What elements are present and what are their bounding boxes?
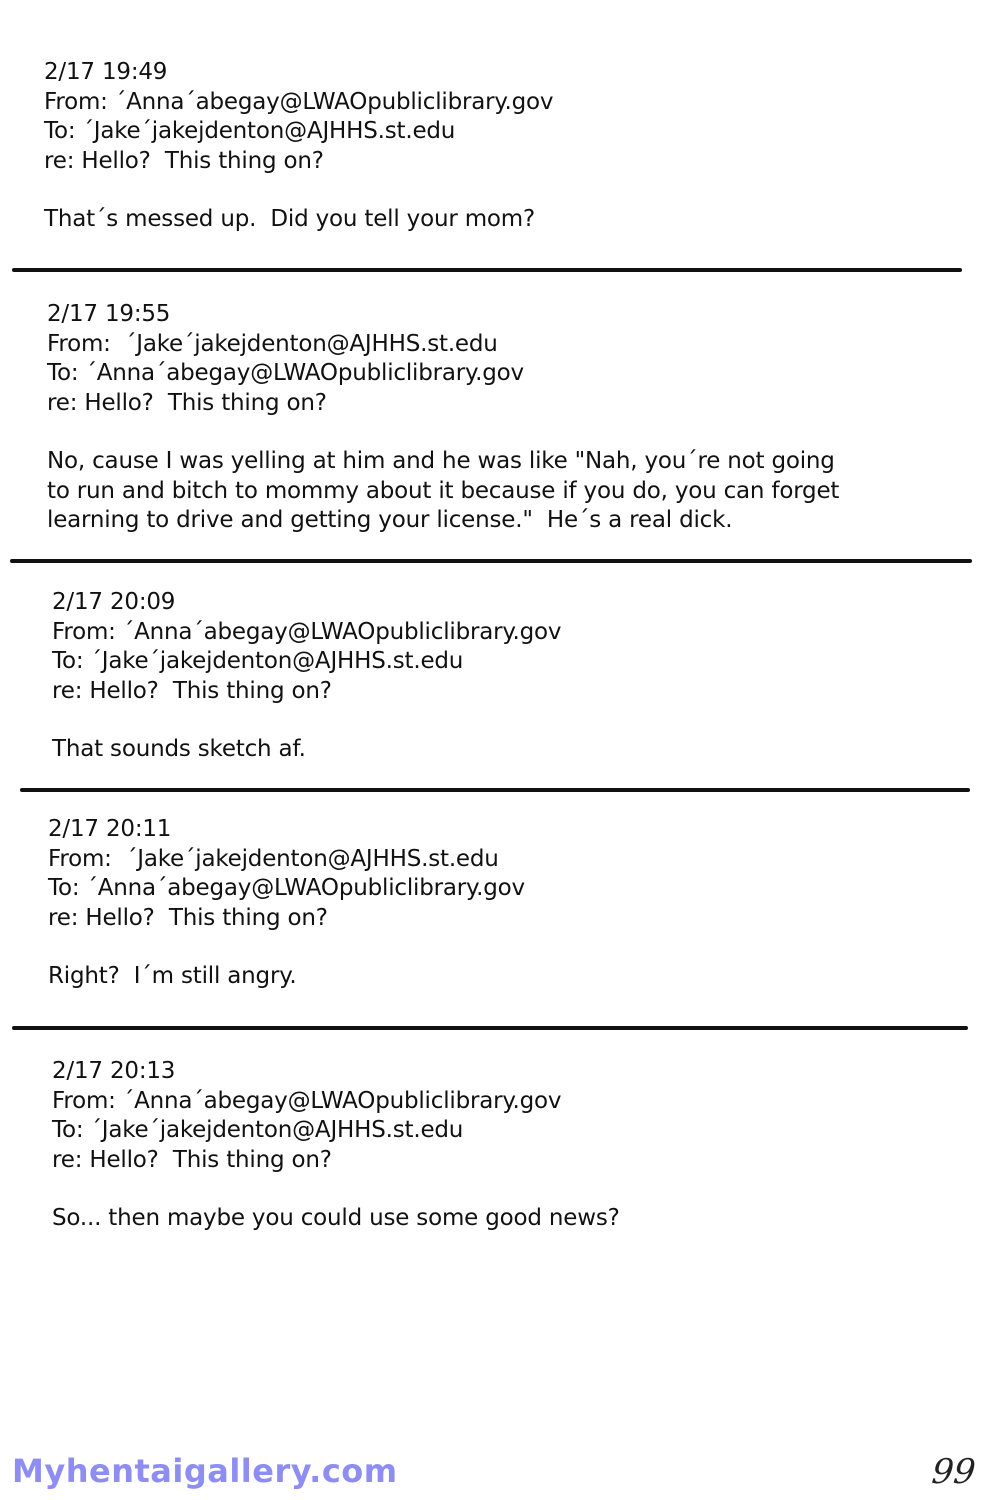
email-from: From: ´Anna´abegay@LWAOpubliclibrary.gov <box>44 88 554 115</box>
email-to: To: ´Jake´jakejdenton@AJHHS.st.edu <box>52 648 464 674</box>
email-to: To: ´Jake´jakejdenton@AJHHS.st.edu <box>44 118 456 144</box>
email-timestamp: 2/17 20:11 <box>48 816 172 842</box>
message-divider <box>20 788 970 792</box>
page-number: 99 <box>929 1452 978 1492</box>
email-to: To: ´Anna´abegay@LWAOpubliclibrary.gov <box>48 875 525 901</box>
email-subject: re: Hello? This thing on? <box>48 904 328 931</box>
email-message <box>52 1057 620 1234</box>
email-timestamp: 2/17 20:13 <box>52 1058 176 1084</box>
email-body-line: So... then maybe you could use some good news? <box>52 1205 620 1231</box>
email-body <box>44 205 553 235</box>
message-divider <box>12 268 962 272</box>
email-body-line: That´s messed up. Did you tell your mom? <box>44 206 535 232</box>
email-body <box>48 962 525 992</box>
email-message <box>48 815 525 992</box>
email-body <box>52 735 561 765</box>
site-watermark: Myhentaigallery.com <box>12 1452 398 1490</box>
email-from: From: ´Anna´abegay@LWAOpubliclibrary.gov <box>52 618 562 645</box>
message-divider <box>12 1026 968 1030</box>
email-timestamp: 2/17 20:09 <box>52 589 176 615</box>
email-message <box>52 588 561 765</box>
email-body-line: Right? I´m still angry. <box>48 963 297 989</box>
email-subject: re: Hello? This thing on? <box>52 677 332 704</box>
email-body <box>52 1204 620 1234</box>
email-body-line: to run and bitch to mommy about it because if you do, you can forget <box>47 477 840 504</box>
message-divider <box>10 559 972 563</box>
email-body-line: That sounds sketch af. <box>52 736 306 762</box>
email-from: From: ´Jake´jakejdenton@AJHHS.st.edu <box>48 845 499 872</box>
email-body-line: learning to drive and getting your license." He´s a real dick. <box>47 507 733 533</box>
email-body-line: No, cause I was yelling at him and he was like "Nah, you´re not going <box>47 448 835 474</box>
email-timestamp: 2/17 19:49 <box>44 59 168 85</box>
email-from: From: ´Jake´jakejdenton@AJHHS.st.edu <box>47 330 498 357</box>
email-subject: re: Hello? This thing on? <box>52 1146 332 1173</box>
email-to: To: ´Anna´abegay@LWAOpubliclibrary.gov <box>47 360 524 386</box>
email-subject: re: Hello? This thing on? <box>44 147 324 174</box>
email-timestamp: 2/17 19:55 <box>47 301 171 327</box>
email-subject: re: Hello? This thing on? <box>47 389 327 416</box>
email-to: To: ´Jake´jakejdenton@AJHHS.st.edu <box>52 1117 464 1143</box>
email-message <box>44 58 553 235</box>
email-body <box>47 447 839 536</box>
email-from: From: ´Anna´abegay@LWAOpubliclibrary.gov <box>52 1087 562 1114</box>
email-message <box>47 300 839 536</box>
